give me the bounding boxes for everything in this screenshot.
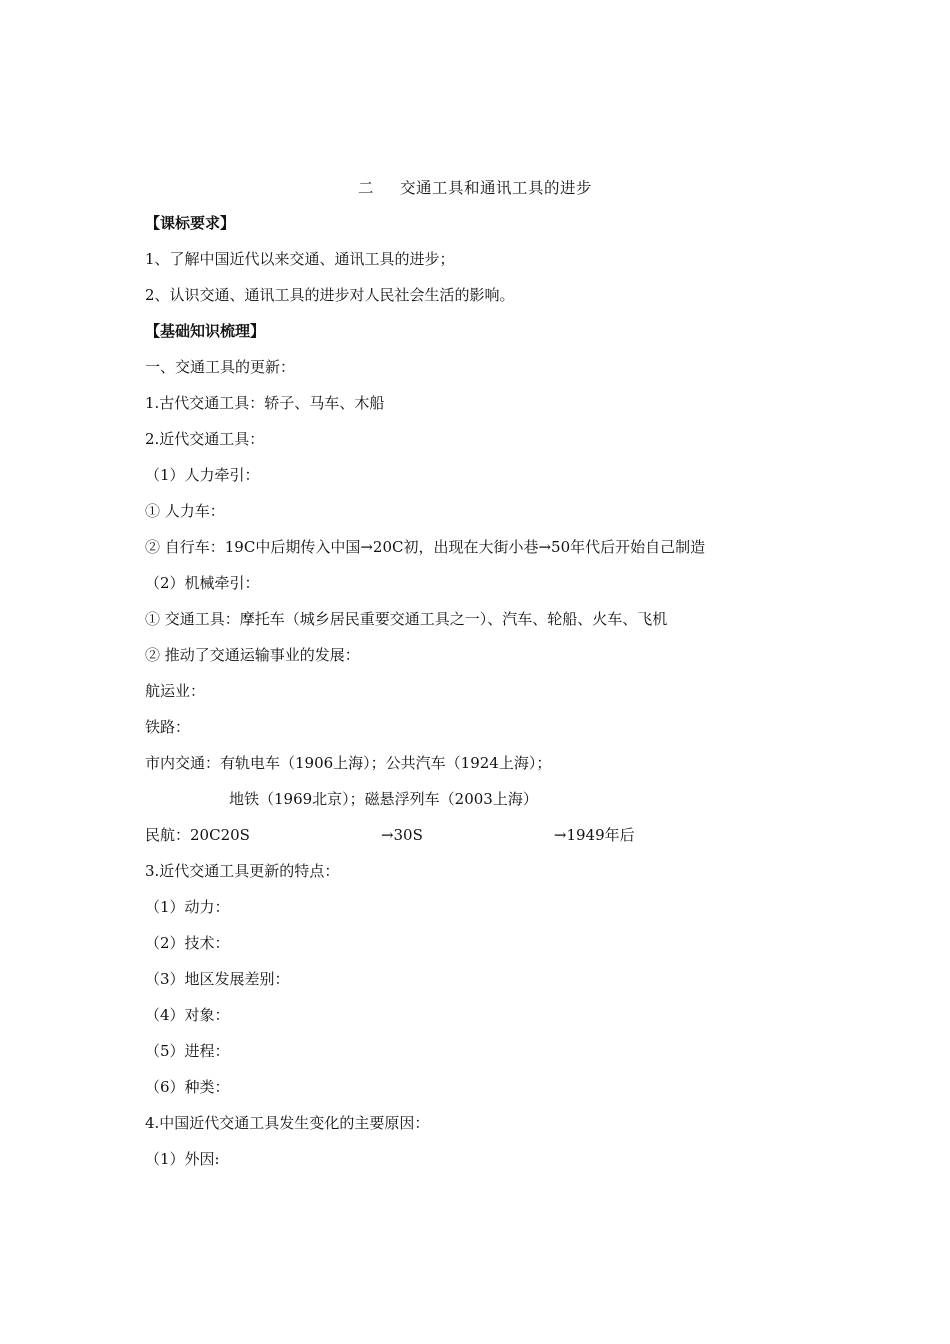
- body-line: （2）技术：: [145, 934, 230, 952]
- body-line: 地铁（1969北京）；磁悬浮列车（2003上海）: [229, 790, 538, 808]
- body-line: （3）地区发展差别：: [145, 970, 290, 988]
- title-number: 二: [357, 179, 374, 197]
- standards-item-1: 1、了解中国近代以来交通、通讯工具的进步；: [145, 250, 455, 268]
- body-line: （1）人力牵引：: [145, 466, 260, 484]
- page-title: [0, 176, 950, 198]
- body-line: 3.近代交通工具更新的特点：: [145, 862, 340, 880]
- knowledge-heading: 【基础知识梳理】: [145, 322, 266, 340]
- body-line: （6）种类：: [145, 1078, 230, 1096]
- body-line: 航运业：: [145, 682, 206, 700]
- aviation-segment: →30S: [380, 826, 423, 844]
- civil-aviation-line: [145, 825, 635, 845]
- body-line: ② 推动了交通运输事业的发展：: [145, 646, 360, 664]
- body-line: 2.近代交通工具：: [145, 430, 265, 448]
- body-line: ② 自行车：19C中后期传入中国→20C初，出现在大街小巷→50年代后开始自己制造: [145, 538, 706, 556]
- body-line: 铁路：: [145, 718, 191, 736]
- aviation-segment: →1949年后: [553, 826, 635, 844]
- body-line: 一、交通工具的更新：: [145, 358, 296, 376]
- body-line: ① 人力车：: [145, 502, 225, 520]
- body-line: 1.古代交通工具：轿子、马车、木船: [145, 394, 385, 412]
- body-line: （5）进程：: [145, 1042, 230, 1060]
- standards-heading: 【课标要求】: [145, 214, 236, 232]
- body-line: 市内交通：有轨电车（1906上海）；公共汽车（1924上海）；: [145, 754, 552, 772]
- standards-item-2: 2、认识交通、通讯工具的进步对人民社会生活的影响。: [145, 286, 515, 304]
- body-line: （2）机械牵引：: [145, 574, 260, 592]
- body-line: 4.中国近代交通工具发生变化的主要原因：: [145, 1114, 430, 1132]
- aviation-segment: 民航：20C20S: [145, 826, 250, 844]
- body-line: （4）对象：: [145, 1006, 230, 1024]
- body-line: ① 交通工具：摩托车（城乡居民重要交通工具之一）、汽车、轮船、火车、飞机: [145, 610, 668, 628]
- body-line: （1）外因:: [145, 1150, 220, 1168]
- title-text: 交通工具和通讯工具的进步: [400, 179, 593, 197]
- body-line: （1）动力：: [145, 898, 230, 916]
